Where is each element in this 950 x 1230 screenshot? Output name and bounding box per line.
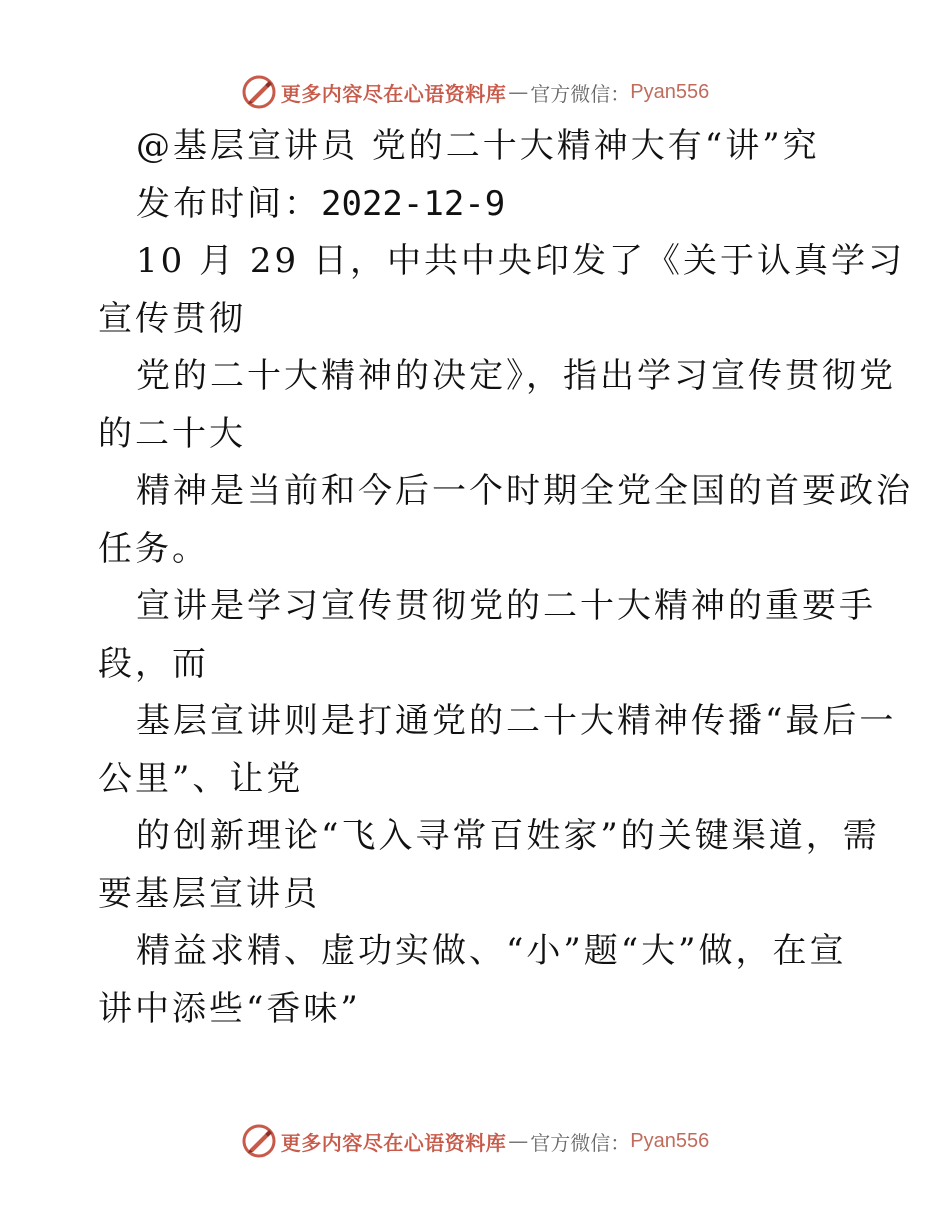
paragraph-line: 讲中添些“香味” — [98, 988, 361, 1029]
watermark-dash: — — [508, 1129, 529, 1153]
paragraph-line: 任务。 — [98, 528, 209, 569]
publish-date-label: 发布时间： — [136, 183, 321, 224]
watermark-contact-id: Pyan556 — [630, 80, 710, 103]
watermark-brand: 更多内容尽在心语资料库 — [280, 81, 507, 106]
paragraph-line: 基层宣讲则是打通党的二十大精神传播“最后一 — [136, 701, 897, 741]
paragraph-line: 10 月 29 日，中共中央印发了《关于认真学习 — [136, 241, 905, 281]
paragraph-line: 党的二十大精神的决定》，指出学习宣传贯彻党 — [136, 356, 896, 396]
watermark-brand: 更多内容尽在心语资料库 — [280, 1130, 507, 1155]
paragraph-line: 要基层宣讲员 — [98, 873, 320, 914]
paragraph-line: 段，而 — [98, 643, 209, 684]
paragraph-line: 精益求精、虚功实做、“小”题“大”做，在宣 — [136, 931, 847, 971]
header-watermark — [0, 72, 950, 112]
watermark-contact-label: 官方微信： — [530, 81, 631, 106]
pen-logo-icon — [241, 74, 277, 110]
footer-watermark — [0, 1121, 950, 1161]
paragraph-line: 宣讲是学习宣传贯彻党的二十大精神的重要手 — [136, 586, 876, 626]
pen-logo-icon — [241, 1123, 277, 1159]
article-title: @基层宣讲员 党的二十大精神大有“讲”究 — [136, 126, 820, 166]
paragraph-line: 精神是当前和今后一个时期全党全国的首要政治 — [136, 471, 913, 511]
article-body — [98, 118, 913, 1038]
watermark-dash: — — [508, 80, 529, 104]
watermark-contact-id: Pyan556 — [630, 1129, 710, 1152]
watermark-contact-label: 官方微信： — [530, 1130, 631, 1155]
paragraph-line: 公里”、让党 — [98, 758, 304, 799]
paragraph-line: 的创新理论“飞入寻常百姓家”的关键渠道，需 — [136, 816, 880, 856]
paragraph-line: 宣传贯彻 — [98, 298, 246, 339]
paragraph-line: 的二十大 — [98, 413, 246, 454]
publish-date-value: 2022-12-9 — [321, 183, 506, 224]
publish-date — [98, 176, 858, 234]
